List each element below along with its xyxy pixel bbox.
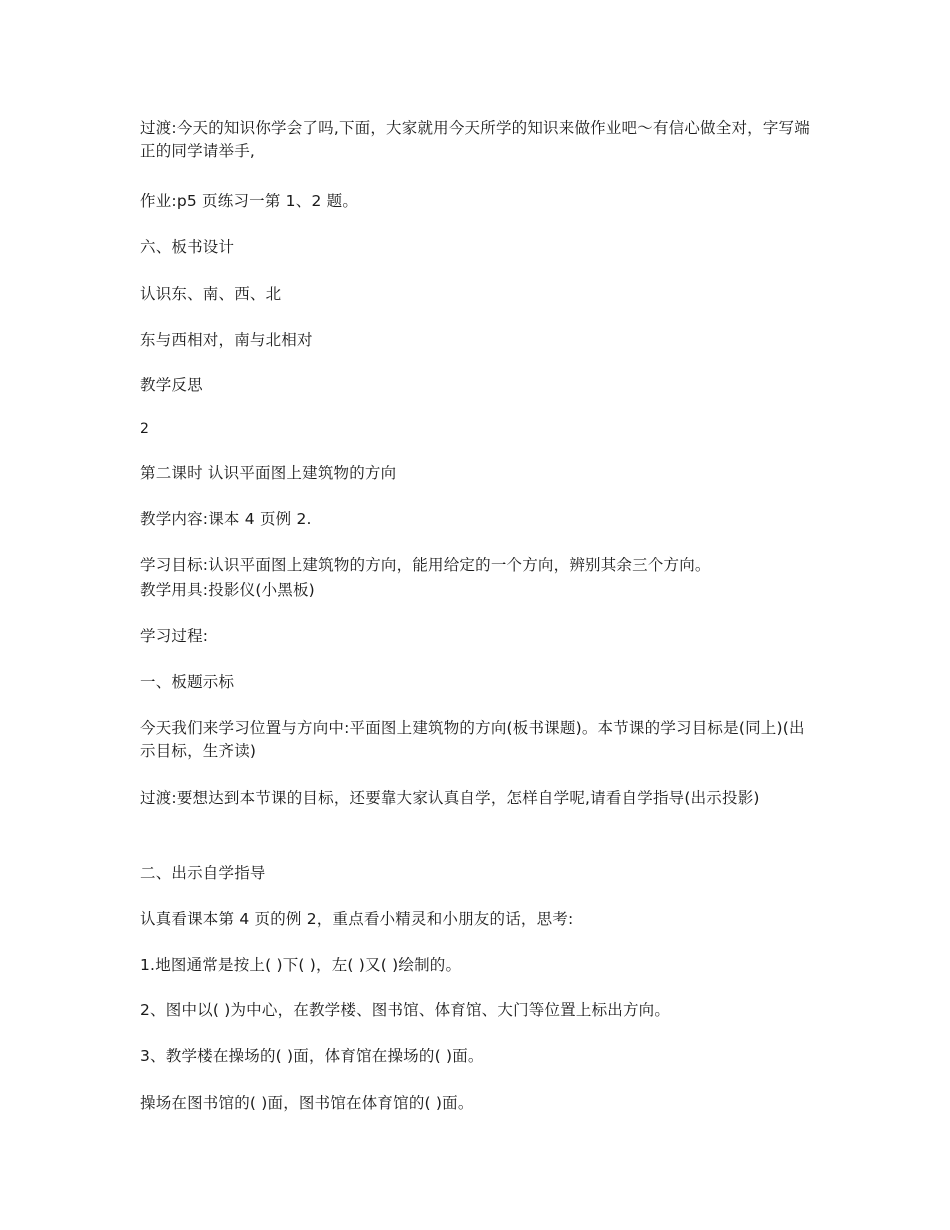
- heading-teaching-reflection: 教学反思: [140, 376, 203, 394]
- paragraph-board-line-2: 东与西相对，南与北相对: [140, 331, 313, 349]
- heading-second-lesson: 第二课时 认识平面图上建筑物的方向: [140, 464, 397, 482]
- paragraph-introduction: 今天我们来学习位置与方向中:平面图上建筑物的方向(板书课题)。本节课的学习目标是(同上)(出示目标，生齐读): [140, 719, 805, 760]
- paragraph-transition-homework: 过渡:今天的知识你学会了吗,下面，大家就用今天所学的知识来做作业吧～有信心做全对，字写端正的同学请举手,: [140, 119, 810, 160]
- question-3-continued: 操场在图书馆的( )面，图书馆在体育馆的( )面。: [140, 1094, 474, 1112]
- paragraph-learning-goal: 学习目标:认识平面图上建筑物的方向，能用给定的一个方向，辨别其余三个方向。: [140, 556, 711, 574]
- paragraph-study-guide: 认真看课本第 4 页的例 2，重点看小精灵和小朋友的话，思考:: [140, 910, 574, 928]
- paragraph-homework: 作业:p5 页练习一第 1、2 题。: [140, 192, 359, 210]
- paragraph-teaching-tools: 教学用具:投影仪(小黑板): [140, 581, 315, 599]
- heading-section-one: 一、板题示标: [140, 673, 235, 691]
- page-number: 2: [140, 421, 150, 437]
- paragraph-learning-process: 学习过程:: [140, 627, 209, 645]
- question-3: 3、教学楼在操场的( )面，体育馆在操场的( )面。: [140, 1047, 484, 1065]
- paragraph-transition-selfstudy: 过渡:要想达到本节课的目标，还要靠大家认真自学，怎样自学呢,请看自学指导(出示投影): [140, 789, 760, 807]
- paragraph-teaching-content: 教学内容:课本 4 页例 2.: [140, 510, 312, 528]
- question-2: 2、图中以( )为中心，在教学楼、图书馆、体育馆、大门等位置上标出方向。: [140, 1001, 671, 1019]
- question-1: 1.地图通常是按上( )下( )，左( )又( )绘制的。: [140, 956, 462, 974]
- paragraph-board-line-1: 认识东、南、西、北: [140, 285, 282, 303]
- heading-board-design: 六、板书设计: [140, 238, 235, 256]
- heading-section-two: 二、出示自学指导: [140, 864, 266, 882]
